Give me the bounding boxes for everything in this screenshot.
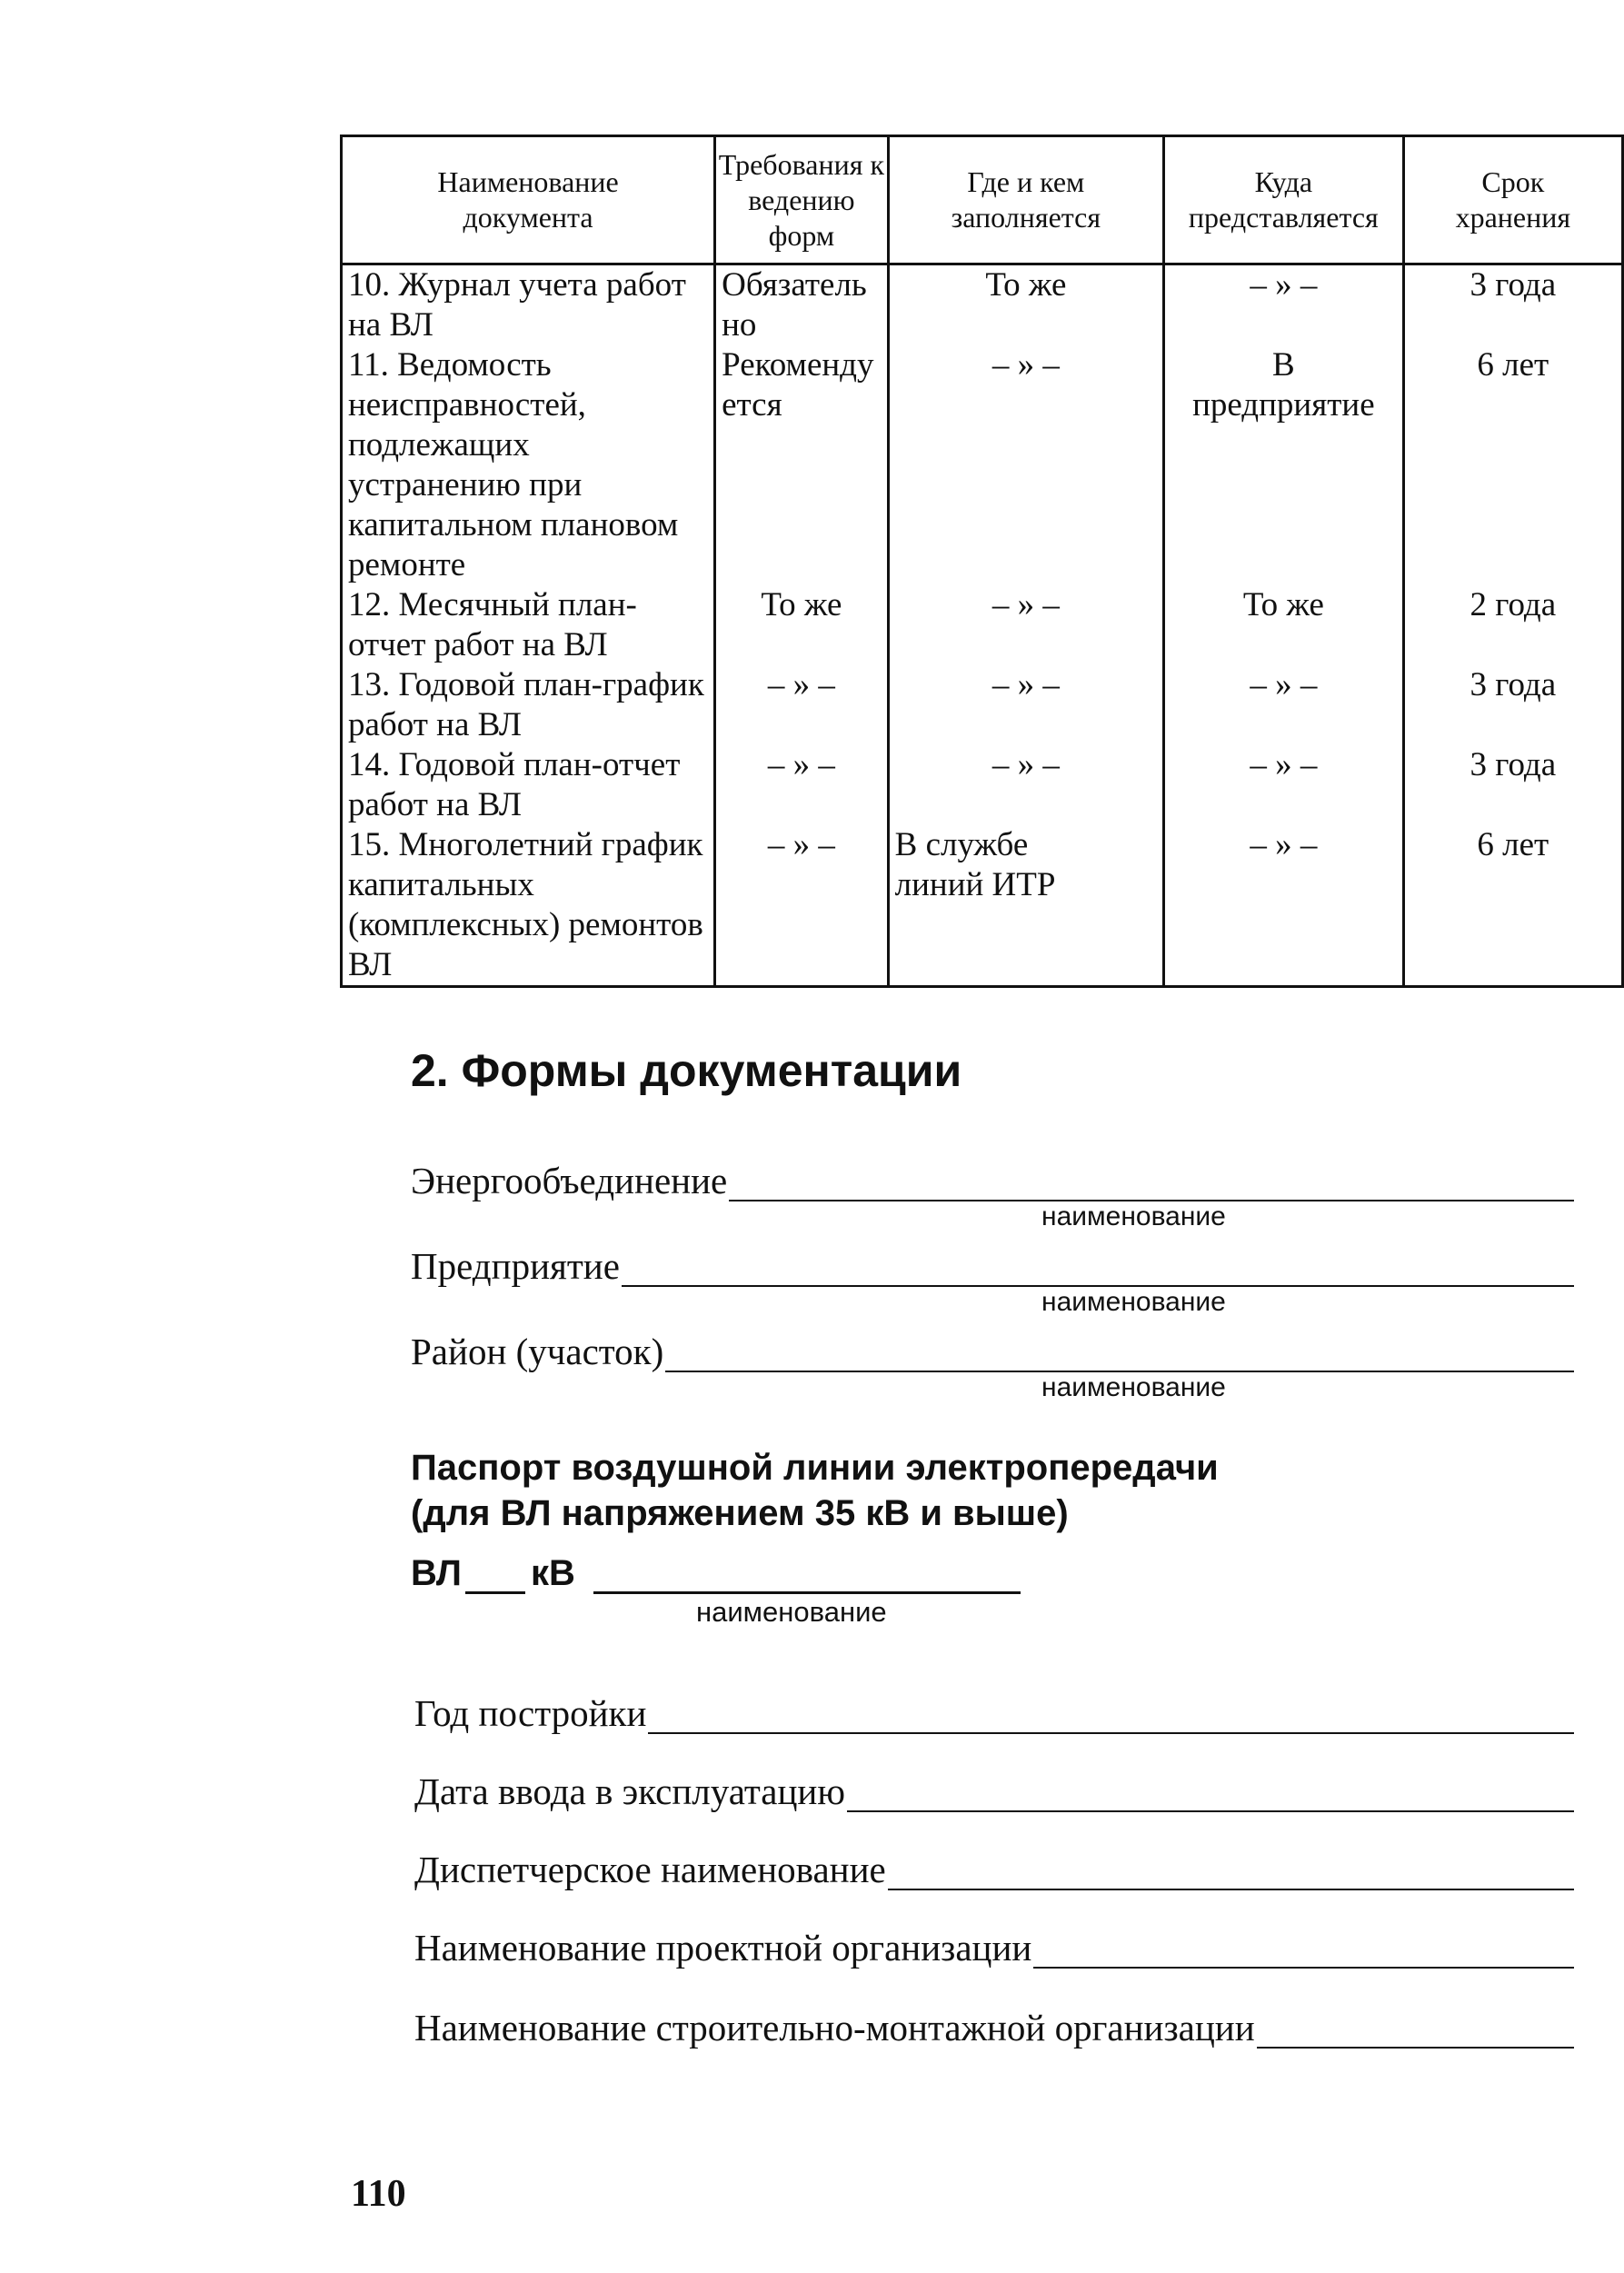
cell-doc-name: 15. Многолетний график капитальных (комплексных) ремонтов ВЛ (342, 825, 715, 987)
field-dispatch-name[interactable] (414, 1845, 1574, 1890)
cell-doc-name: 10. Журнал учета работ на ВЛ (342, 264, 715, 346)
cell-retention: 3 года (1403, 665, 1622, 745)
org-field-caption: наименование (1041, 1372, 1226, 1402)
fill-line[interactable] (1033, 1934, 1574, 1969)
field-commissioning-date[interactable] (414, 1767, 1574, 1812)
cell-requirement: Рекомендуется (715, 345, 889, 585)
cell-retention: 6 лет (1403, 825, 1622, 987)
cell-requirement: То же (715, 585, 889, 665)
cell-requirement: Обязательно (715, 264, 889, 346)
org-field-label: Район (участок) (411, 1331, 664, 1372)
cell-submitted-to: – » – (1164, 745, 1404, 825)
table-row (342, 745, 1623, 825)
cell-where-filled: То же (888, 264, 1163, 346)
field-label: Наименование строительно-монтажной организации (414, 2007, 1255, 2049)
org-field-energy-association[interactable] (411, 1156, 1574, 1201)
org-field-caption: наименование (1041, 1201, 1226, 1231)
cell-doc-name: 14. Годовой план-отчет работ на ВЛ (342, 745, 715, 825)
kv-label: кВ (530, 1553, 575, 1593)
cell-retention: 3 года (1403, 745, 1622, 825)
header-document-name: Наименование документа (342, 136, 715, 264)
org-field-district[interactable] (411, 1327, 1574, 1372)
line-name-blank[interactable] (593, 1557, 1021, 1594)
cell-requirement: – » – (715, 665, 889, 745)
fill-line[interactable] (847, 1778, 1574, 1812)
cell-retention: 3 года (1403, 264, 1622, 346)
field-construction-organization[interactable] (414, 2003, 1574, 2049)
cell-where-filled: – » – (888, 345, 1163, 585)
cell-submitted-to: – » – (1164, 825, 1404, 987)
fill-line[interactable] (648, 1700, 1574, 1734)
vl-prefix: ВЛ (411, 1553, 462, 1593)
fill-line[interactable] (888, 1856, 1574, 1890)
fill-line[interactable] (622, 1252, 1574, 1287)
cell-where-filled: В службе линий ИТР (888, 825, 1163, 987)
header-submitted-to: Куда представляется (1164, 136, 1404, 264)
field-label: Год постройки (414, 1692, 647, 1734)
cell-where-filled: – » – (888, 585, 1163, 665)
cell-submitted-to: То же (1164, 585, 1404, 665)
cell-submitted-to: В предприятие (1164, 345, 1404, 585)
header-requirements: Требования к ведению форм (715, 136, 889, 264)
cell-doc-name: 13. Годовой план-график работ на ВЛ (342, 665, 715, 745)
fill-line[interactable] (665, 1338, 1574, 1372)
org-field-label: Энергообъединение (411, 1160, 728, 1201)
field-year-built[interactable] (414, 1689, 1574, 1734)
org-field-enterprise[interactable] (411, 1241, 1574, 1287)
table-row (342, 665, 1623, 745)
cell-doc-name: 12. Месячный план-отчет работ на ВЛ (342, 585, 715, 665)
line-name-caption: наименование (696, 1596, 887, 1628)
passport-title-line-1: Паспорт воздушной линии электропередачи (411, 1448, 1219, 1488)
documents-table (340, 135, 1624, 988)
cell-retention: 2 года (1403, 585, 1622, 665)
cell-requirement: – » – (715, 745, 889, 825)
header-retention: Срок хранения (1403, 136, 1622, 264)
cell-submitted-to: – » – (1164, 665, 1404, 745)
cell-doc-name: 11. Ведомость неисправностей, подлежащих устранению при капитальном плановом ремонте (342, 345, 715, 585)
org-field-label: Предприятие (411, 1245, 620, 1287)
cell-requirement: – » – (715, 825, 889, 987)
section-title: 2. Формы документации (411, 1045, 962, 1096)
passport-title-line-2: (для ВЛ напряжением 35 кВ и выше) (411, 1493, 1069, 1533)
cell-retention: 6 лет (1403, 345, 1622, 585)
org-field-caption: наименование (1041, 1287, 1226, 1317)
fill-line[interactable] (729, 1167, 1574, 1201)
page-number: 110 (351, 2173, 406, 2215)
field-design-organization[interactable] (414, 1923, 1574, 1969)
passport-title (411, 1445, 1219, 1536)
header-where-filled: Где и кем заполняется (888, 136, 1163, 264)
table-row (342, 825, 1623, 987)
cell-submitted-to: – » – (1164, 264, 1404, 346)
fill-line[interactable] (1257, 2014, 1574, 2049)
vl-line (411, 1547, 1021, 1594)
table-row (342, 264, 1623, 346)
table-header-row (342, 136, 1623, 264)
cell-where-filled: – » – (888, 665, 1163, 745)
voltage-blank[interactable] (465, 1557, 525, 1594)
field-label: Диспетчерское наименование (414, 1849, 886, 1890)
table-row (342, 345, 1623, 585)
table-row (342, 585, 1623, 665)
field-label: Наименование проектной организации (414, 1927, 1032, 1969)
field-label: Дата ввода в эксплуатацию (414, 1770, 845, 1812)
cell-where-filled: – » – (888, 745, 1163, 825)
